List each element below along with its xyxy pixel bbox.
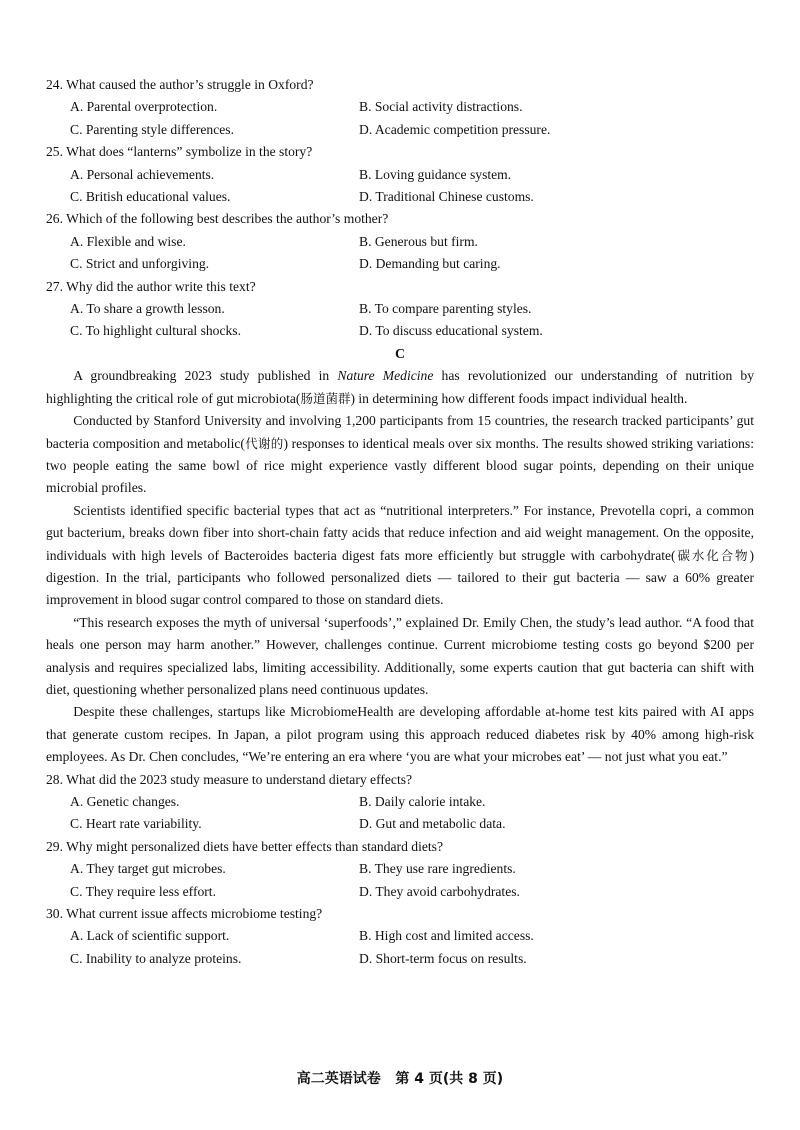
text-run: ) responses to identical meals over six months. The results showed striking variations: two people eating the same bowl of rice might experience vastly different blood sugar points, depending on their unique microbial profiles. [46, 435, 754, 496]
text-run: has revolutionized our understanding of nutrition by highlighting the critical role of gut microbiota( [46, 368, 755, 406]
text-run: Conducted by Stanford University and involving 1,200 participants from 15 countries, the research tracked participants’ gut bacteria composition and metabolic( [46, 413, 754, 451]
journal-title: Nature Medicine [337, 368, 434, 384]
option-row [46, 925, 754, 947]
option-c: C. Inability to analyze proteins. [70, 950, 242, 966]
option-row [46, 791, 754, 813]
option-row [46, 298, 754, 320]
text-run: A groundbreaking 2023 study published in [73, 368, 338, 384]
option-b: B. Social activity distractions. [359, 99, 523, 115]
page-content [46, 74, 754, 970]
option-d: D. To discuss educational system. [359, 323, 543, 339]
option-b: B. Generous but firm. [359, 233, 478, 249]
text-run: Scientists identified specific bacterial types that act as “nutritional interpreters.” For instance, Prevotella copri, a common gut bacterium, breaks down fiber into short-chain fatty acids that reduce infection and aid weight management. On the opposite, individuals with high levels of Bacteroides bacteria digest fats more efficiently but struggle with carbohydrate( [46, 502, 754, 563]
question-stem: 28. What did the 2023 study measure to understand dietary effects? [46, 771, 413, 787]
option-a: A. Genetic changes. [70, 794, 180, 809]
option-c: C. To highlight cultural shocks. [70, 323, 241, 339]
page-footer [0, 1068, 800, 1088]
option-d: D. They avoid carbohydrates. [359, 883, 520, 899]
option-b: B. Daily calorie intake. [359, 794, 486, 809]
question-block [46, 208, 754, 275]
option-a: A. Parental overprotection. [70, 99, 218, 115]
text-run: “This research exposes the myth of universal ‘superfoods’,” explained Dr. Emily Chen, the study’s lead author. “A food that heals one person may harm another.” However, challenges continue. Current microbiome testing costs go beyond $200 per analysis and requires specialized labs, limiting accessibility. Additionally, some experts caution that gut bacteria can shift with diet, questioning whether personalized plans need continuous updates. [46, 614, 754, 697]
passage-paragraph [46, 612, 754, 702]
option-d: D. Demanding but caring. [359, 256, 501, 272]
question-block [46, 769, 754, 836]
option-row [46, 119, 754, 141]
passage-paragraph [46, 701, 754, 768]
option-b: B. They use rare ingredients. [359, 861, 516, 877]
option-d: D. Traditional Chinese customs. [359, 189, 534, 205]
option-row [46, 186, 754, 208]
question-stem: 30. What current issue affects microbiome testing? [46, 906, 323, 922]
question-block [46, 276, 754, 343]
footer-exam-title: 高二英语试卷 [296, 1071, 381, 1087]
option-row [46, 96, 754, 118]
text-run: Despite these challenges, startups like MicrobiomeHealth are developing affordable at-home test kits paired with AI apps that generate custom recipes. In Japan, a pilot program using this approach reduced diabetes risk by 40% among high-risk employees. As Dr. Chen concludes, “We’re entering an era where ‘you are what your microbes eat’ — not just what you eat.” [46, 704, 754, 765]
option-a: A. Personal achievements. [70, 166, 215, 182]
reading-passage-c [46, 365, 754, 768]
question-block [46, 141, 754, 208]
section-heading-c: C [394, 346, 406, 362]
passage-paragraph [46, 500, 754, 612]
option-c: C. Strict and unforgiving. [70, 256, 210, 272]
option-a: A. To share a growth lesson. [70, 301, 225, 317]
question-stem: 27. Why did the author write this text? [46, 278, 256, 294]
question-stem: 24. What caused the author’s struggle in Oxford? [46, 77, 314, 92]
passage-paragraph [46, 365, 754, 410]
option-d: D. Short-term focus on results. [359, 950, 527, 966]
option-row [46, 231, 754, 253]
text-run: ) digestion. In the trial, participants who followed personalized diets — tailored to their gut bacteria — saw a 60% greater improvement in blood sugar control compared to those on standard diets. [46, 547, 754, 608]
option-b: B. To compare parenting styles. [359, 301, 532, 317]
question-block [46, 74, 754, 141]
option-row [46, 948, 754, 970]
text-run: ) in determining how different foods impact individual health. [350, 390, 688, 406]
chinese-gloss: 肠道菌群 [300, 390, 351, 406]
option-row [46, 813, 754, 835]
question-stem: 25. What does “lanterns” symbolize in the story? [46, 144, 313, 160]
chinese-gloss: 碳水化合物 [675, 547, 750, 563]
option-row [46, 858, 754, 880]
option-c: C. They require less effort. [70, 883, 216, 899]
option-d: D. Academic competition pressure. [359, 121, 551, 137]
option-a: A. Lack of scientific support. [70, 928, 230, 944]
option-a: A. They target gut microbes. [70, 861, 226, 877]
question-block [46, 836, 754, 903]
footer-page-number: 第 4 页(共 8 页) [395, 1071, 504, 1087]
question-group-24-27 [46, 74, 754, 343]
question-stem: 29. Why might personalized diets have better effects than standard diets? [46, 838, 443, 854]
option-row [46, 881, 754, 903]
option-c: C. Parenting style differences. [70, 121, 234, 137]
option-b: B. Loving guidance system. [359, 166, 512, 182]
option-a: A. Flexible and wise. [70, 233, 186, 249]
option-row [46, 164, 754, 186]
question-group-28-30 [46, 769, 754, 971]
option-d: D. Gut and metabolic data. [359, 816, 506, 832]
option-c: C. British educational values. [70, 189, 231, 205]
option-row [46, 253, 754, 275]
option-b: B. High cost and limited access. [359, 928, 534, 944]
option-row [46, 320, 754, 342]
passage-paragraph [46, 410, 754, 500]
option-c: C. Heart rate variability. [70, 816, 202, 832]
question-block [46, 903, 754, 970]
question-stem: 26. Which of the following best describes the author’s mother? [46, 211, 389, 227]
chinese-gloss: 代谢的 [244, 435, 284, 451]
